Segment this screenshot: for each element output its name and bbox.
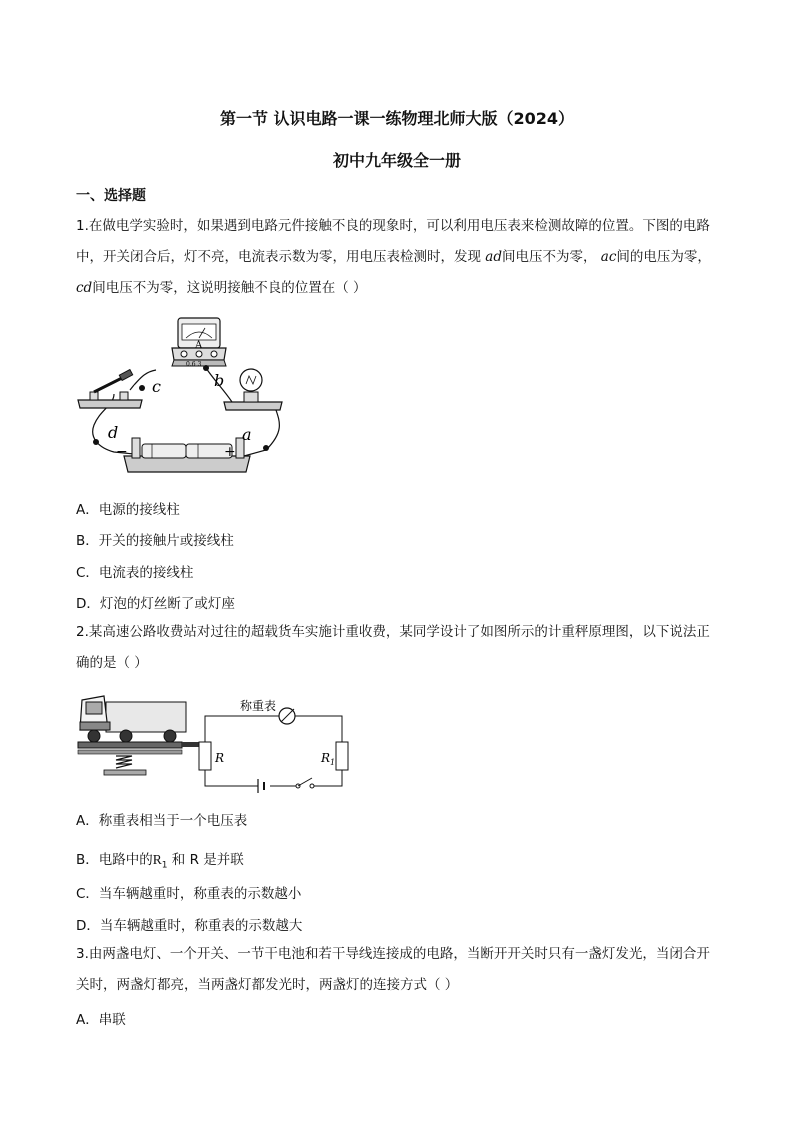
question-1-option-c[interactable]: C．电流表的接线柱 <box>76 565 194 581</box>
weighing-circuit-figure <box>74 690 354 800</box>
label-plus: + <box>224 444 236 460</box>
question-2-option-b[interactable]: B．电路中的$R_1$ 和 R 是并联 <box>76 852 244 871</box>
circuit-figure-1 <box>74 310 294 480</box>
question-1-stem: 1.在做电学实验时，如果遇到电路元件接触不良的现象时，可以利用电压表来检测故障的位置。下图的电路中，开关闭合后，灯不亮，电流表示数为零，用电压表检测时，发现 ad间电压不为零， ac间的电压为零， cd间电压不为零，这说明接触不良的位置在（ ） <box>76 218 711 296</box>
ammeter-label: A <box>195 340 203 351</box>
document-title: 第一节 认识电路一课一练物理北师大版（2024） <box>219 109 575 128</box>
lamp-icon <box>224 369 282 410</box>
ammeter-icon <box>172 318 226 368</box>
question-1-option-b[interactable]: B．开关的接触片或接线柱 <box>76 533 234 549</box>
resistor-r-label: R <box>215 751 225 765</box>
question-3-stem: 3.由两盏电灯、一个开关、一节干电池和若干导线连接成的电路，当断开开关时只有一盏灯发光，当闭合开关时，两盏灯都亮，当两盏灯都发光时，两盏灯的连接方式（ ） <box>76 946 710 993</box>
question-2-option-c[interactable]: C．当车辆越重时，称重表的示数越小 <box>76 886 302 902</box>
label-b: b <box>214 371 225 390</box>
switch-icon <box>78 370 142 408</box>
label-d: d <box>108 423 119 442</box>
question-2-stem: 2.某高速公路收费站对过往的超载货车实施计重收费，某同学设计了如图所示的计重秤原理图，以下说法正确的是（ ） <box>76 624 710 671</box>
label-a: a <box>242 425 252 444</box>
label-minus: − <box>116 444 128 460</box>
label-c: c <box>152 377 161 396</box>
question-3-option-a[interactable]: A．串联 <box>76 1012 126 1028</box>
question-2-option-d[interactable]: D．当车辆越重时，称重表的示数越大 <box>76 918 303 934</box>
weighing-meter-icon <box>279 708 295 724</box>
question-1-option-a[interactable]: A．电源的接线柱 <box>76 502 180 518</box>
question-1-option-d[interactable]: D．灯泡的灯丝断了或灯座 <box>76 596 235 612</box>
document-subtitle: 初中九年级全一册 <box>332 151 461 170</box>
truck-icon <box>80 696 186 742</box>
section-heading: 一、选择题 <box>76 188 146 204</box>
meter-label: 称重表 <box>240 699 277 713</box>
ammeter-scale: 0.6 3 <box>186 361 202 368</box>
question-2-option-a[interactable]: A．称重表相当于一个电压表 <box>76 813 248 829</box>
resistor-r1-label: $R_1$ <box>321 751 336 767</box>
